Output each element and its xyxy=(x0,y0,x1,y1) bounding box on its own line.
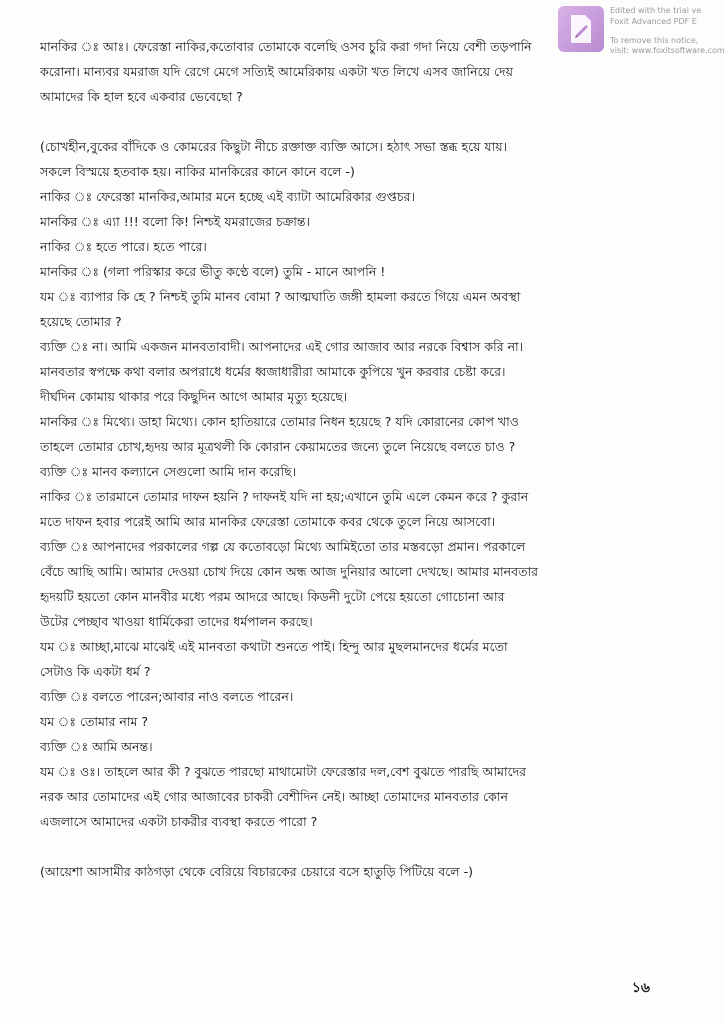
blank-line xyxy=(40,834,664,859)
text-line: যম ঃ ওঃ। তাহলে আর কী ? বুঝতে পারছো মাথামোটা ফেরেস্তার দল,বেশ বুঝতে পারছি আমাদের xyxy=(40,764,527,779)
text-line: নাকির ঃ তারমানে তোমার দাফন হয়নি ? দাফনই যদি না হয়;এখানে তুমি এলে কেমন করে ? কুরান xyxy=(40,489,529,504)
text-line: তাহলে তোমার চোখ,হৃদয় আর মূত্রথলী কি কোরান কেয়ামতের জন্যে তুলে নিয়েছে বলতে চাও ? xyxy=(40,439,516,454)
text-line: (চোখহীন,বুকের বাঁদিকে ও কোমরের কিছুটা নীচে রক্তাক্ত ব্যক্তি আসে। হঠাৎ সভা স্তব্ধ হয়ে যায়। xyxy=(40,139,508,154)
watermark-line-1: Edited with the trial ve xyxy=(610,6,702,15)
text-line: মতে দাফন হবার পরেই আমি আর মানকির ফেরেস্তা তোমাকে কবর থেকে তুলে নিয়ে আসবো। xyxy=(40,514,496,529)
text-line: নরক আর তোমাদের এই গোর আজাবের চাকরী বেশীদিন নেই। আচ্ছা তোমাদের মানবতার কোন xyxy=(40,789,508,804)
pdf-editor-icon xyxy=(567,13,595,45)
text-line: ব্যক্তি ঃ আমি অনন্ত। xyxy=(40,739,153,754)
watermark-line-3: To remove this notice, xyxy=(610,36,699,45)
text-line: যম ঃ ব্যাপার কি হে ? নিশ্চই তুমি মানব বোমা ? আত্মঘাতি জঙ্গী হামলা করতে গিয়ে এমন অবস্থা xyxy=(40,289,521,304)
blank-line xyxy=(40,109,664,134)
body-text xyxy=(40,34,664,884)
text-line: মানবতার স্বপক্ষে কথা বলার অপরাধে ধর্মের ধ্বজাধারীরা আমাকে কুপিয়ে খুন করবার চেষ্টা করে। xyxy=(40,364,506,379)
text-line: বেঁচে আছি আমি। আমার দেওয়া চোখ দিয়ে কোন অন্ধ আজ দুনিয়ার আলো দেখছে। আমার মানবতার xyxy=(40,564,538,579)
foxit-logo xyxy=(558,6,604,52)
text-line: ব্যক্তি ঃ আপনাদের পরকালের গল্প যে কতোবড়ো মিথ্যে আমিইতো তার মস্তবড়ো প্রমান। পরকালে xyxy=(40,539,526,554)
page-number: ১৬ xyxy=(631,980,650,996)
text-line: ব্যক্তি ঃ বলতে পারেন;আবার নাও বলতে পারেন। xyxy=(40,689,294,704)
text-line: দীর্ঘদিন কোমায় থাকার পরে কিছুদিন আগে আমার মৃত্যু হয়েছে। xyxy=(40,389,348,404)
text-line: করোনা। মান্যবর যমরাজ যদি রেগে মেগে সত্যিই আমেরিকায় একটা খত লিখে এসব জানিয়ে দেয় xyxy=(40,64,513,79)
text-line: ব্যক্তি ঃ না। আমি একজন মানবতাবাদী। আপনাদের এই গোর আজাব আর নরকে বিশ্বাস করি না। xyxy=(40,339,524,354)
text-line: উটের পেচ্ছাব খাওয়া ধার্মিকেরা তাদের ধর্মপালন করছে। xyxy=(40,614,313,629)
text-line: মানকির ঃ (গলা পরিস্কার করে ভীতু কণ্ঠে বলে) তুমি - মানে আপনি ! xyxy=(40,264,386,279)
text-line: এজলাসে আমাদের একটা চাকরীর ব্যবস্থা করতে পারো ? xyxy=(40,814,318,829)
text-line: মানকির ঃ আঃ। ফেরেস্তা নাকির,কতোবার তোমাকে বলেছি ওসব চুরি করা গদা নিয়ে বেশী তড়পানি xyxy=(40,39,532,54)
text-line: যম ঃ তোমার নাম ? xyxy=(40,714,149,729)
text-line: সেটাও কি একটা ধর্ম ? xyxy=(40,664,151,679)
text-line: যম ঃ আচ্ছা,মাঝে মাঝেই এই মানবতা কথাটা শুনতে পাই। হিন্দু আর মুছলমানদের ধর্মের মতো xyxy=(40,639,508,654)
text-line: সকলে বিস্ময়ে হতবাক হয়। নাকির মানকিরের কানে কানে বলে -) xyxy=(40,164,355,179)
text-line: হয়েছে তোমার ? xyxy=(40,314,122,329)
text-line: মানকির ঃ এ্যা !!! বলো কি! নিশ্চই যমরাজের চক্রান্ত। xyxy=(40,214,310,229)
text-line: নাকির ঃ ফেরেস্তা মানকির,আমার মনে হচ্ছে এই ব্যাটা আমেরিকার গুপ্তচর। xyxy=(40,189,416,204)
text-line: মানকির ঃ মিথ্যে। ডাহা মিথ্যে। কোন হাতিয়ারে তোমার নিধন হয়েছে ? যদি কোরানের কোপ খাও xyxy=(40,414,519,429)
text-line: হৃদয়টি হয়তো কোন মানবীর মধ্যে পরম আদরে আছে। কিডনী দুটো পেয়ে হয়তো গোচোনা আর xyxy=(40,589,505,604)
watermark-line-4: visit: www.foxitsoftware.com xyxy=(610,46,725,55)
text-line: (আয়েশা আসামীর কাঠগড়া থেকে বেরিয়ে বিচারকের চেয়ারে বসে হাতুড়ি পিটিয়ে বলে -) xyxy=(40,864,473,879)
watermark-line-2: Foxit Advanced PDF E xyxy=(610,17,697,26)
text-line: নাকির ঃ হতে পারে। হতে পারে। xyxy=(40,239,207,254)
trial-watermark xyxy=(550,0,725,62)
text-line: আমাদের কি হাল হবে একবার ভেবেছো ? xyxy=(40,89,243,104)
text-line: ব্যক্তি ঃ মানব কল্যানে সেগুলো আমি দান করেছি। xyxy=(40,464,297,479)
